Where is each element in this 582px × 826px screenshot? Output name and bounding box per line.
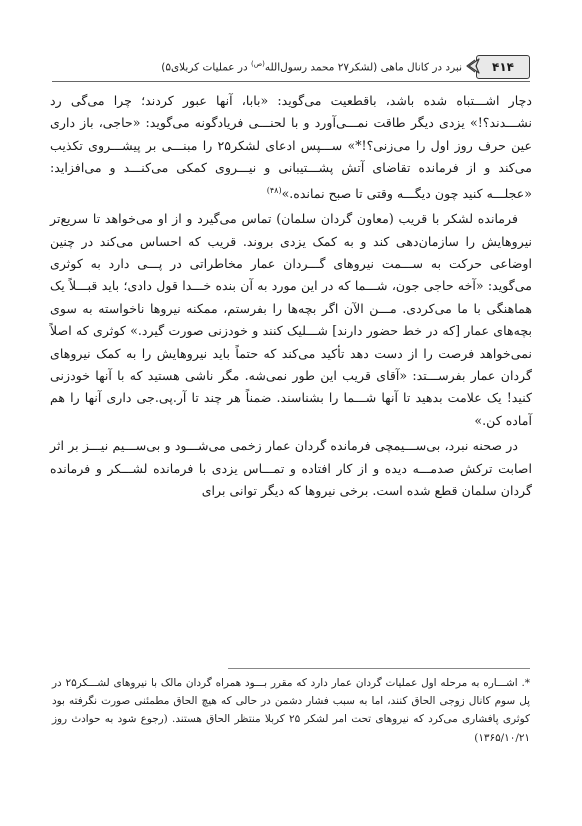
paragraph-1-text: دچار اشـــتباه شده باشد، باقطعیت می‌گوید: «بابا، آنها عبور کردند؛ چرا می‌گی رد نشـــدند؟!» یزدی دیگر طاقت نمـــی‌آورد و با لحنـــی فریادگونه می‌گوید: «حاجی، باز داری عین حرف روز اول را می‌زنی؟!*» ســـپس ادعای لشکر۲۵ را مبنـــی بر پیشـــروی تکذیب می‌کند و از فرمانده تقاضای آتش پشـــتیبانی و نیـــروی کمکی می‌کنـــد و می‌افزاید: «عجلـــه کنید چون دیگـــه وقتی تا صبح نمانده.»	[50, 93, 532, 201]
footnote: *. اشـــاره به مرحله اول عملیات گردان عمار دارد که مقرر بـــود همراه گردان مالک با نیروهای لشـــکر۲۵ در پل سوم کانال زوجی الحاق کنند، اما به سبب فشار دشمن در حالی که هیچ الحاق مطمئنی صورت نگرفته بود کوثری پافشاری می‌کرد که نیروهای تحت امر لشکر ۲۵ کربلا منتظر الحاق هستند. (رجوع شود به حوادث روز ۱۳۶۵/۱۰/۲۱)	[52, 677, 530, 744]
page-number-badge	[476, 55, 530, 79]
running-title	[161, 60, 462, 74]
page-number: ۴۱۴	[492, 60, 514, 74]
running-title-superscript: (ص)	[250, 60, 265, 69]
body-text	[50, 90, 532, 506]
footnote-divider	[228, 668, 530, 669]
running-title-end: در عملیات کربلای۵)	[161, 61, 251, 74]
running-title-main: نبرد در کانال ماهی (لشکر۲۷ محمد رسول‌الله	[264, 61, 462, 74]
endnote-reference: (۴۸)	[266, 185, 282, 195]
header-divider	[52, 81, 530, 82]
paragraph-1	[50, 90, 532, 205]
paragraph-2: فرمانده لشکر با قریب (معاون گردان سلمان) تماس می‌گیرد و از او می‌خواهد تا سریع‌تر نیروهایش را سازمان‌دهی کند و به کمک یزدی بروند. قریب که احساس می‌کند در چنین اوضاعی حرکت به ســـمت نیروهای گـــردان عمار مخاطراتی در پـــی دارد به کوثری می‌گوید: «آخه حاجی جون، شـــما که در این مورد به آن بنده خـــدا قول دادی؛ باید قبـــلاً یک هماهنگی با ما می‌کردی. مـــن الآن اگر بچه‌ها را بفرستم، ممکنه نیروها ناخواسته به سوی بچه‌های عمار [که در خط حضور دارند] شـــلیک کنند و خودزنی صورت گیرد.» کوثری که اصلاً نمی‌خواهد فرصت را از دست دهد تأکید می‌کند که حتماً باید نیروهایش را به کمک نیروهای گردان عمار بفرســـتد: «آقای قریب این طور نمی‌شه. مگر ناشی هستید که با آنها خودزنی کنید! یک علامت بدهید تا آنها شـــما را بشناسند. ضمناً هر چند تا آر.پی.جی داری آنها را هم آماده کن.»	[50, 211, 532, 428]
paragraph-3: در صحنه نبرد، بی‌ســـیمچی فرمانده گردان عمار زخمی می‌شـــود و بی‌ســـیم نیـــز بر اثر اصابت ترکش صدمـــه دیده و از کار افتاده و تمـــاس یزدی با فرمانده لشـــکر و فرمانده گردان سلمان قطع شده است. برخی نیروها که دیگر توانی برای	[50, 438, 532, 499]
chevron-left-icon	[465, 58, 481, 74]
running-header	[150, 56, 530, 78]
